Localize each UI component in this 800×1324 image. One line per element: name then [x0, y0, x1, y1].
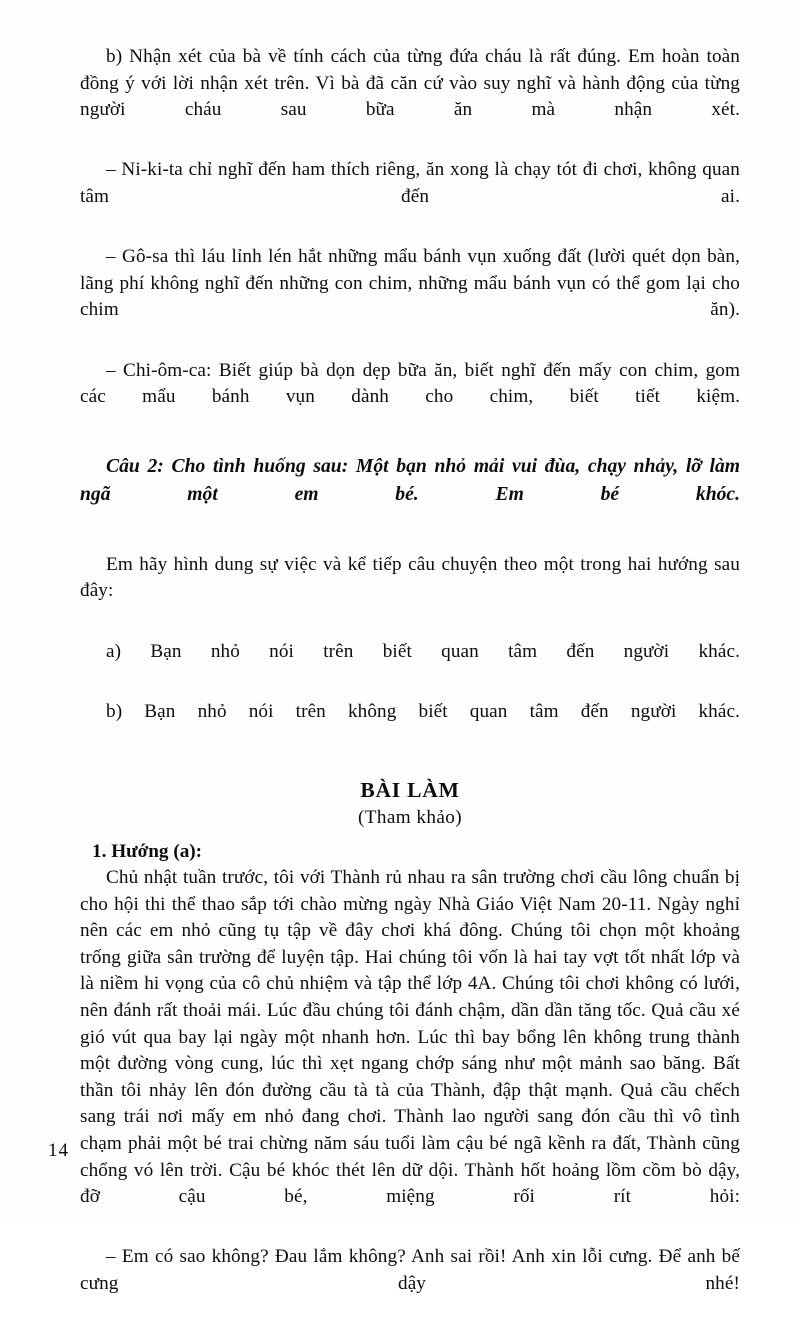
page-number: 14	[48, 1140, 69, 1161]
bullet-nikita: – Ni-ki-ta chỉ nghĩ đến ham thích riêng, ăn xong là chạy tót đi chơi, không quan tâm đến ai.	[80, 159, 740, 207]
option-a: a) Bạn nhỏ nói trên biết quan tâm đến người khác.	[106, 640, 740, 662]
spacer	[80, 1237, 740, 1244]
paragraph-instruction: Em hãy hình dung sự việc và kể tiếp câu chuyện theo một trong hai hướng sau đây:	[80, 553, 740, 602]
spacer	[80, 752, 740, 776]
bullet-gosa: – Gô-sa thì láu lỉnh lén hắt những mẩu bánh vụn xuống đất (lười quét dọn bàn, lãng phí không nghĩ đến những con chim, những mẩu bánh vụn có thể gom lại cho chim ăn).	[80, 246, 740, 321]
spacer	[80, 632, 740, 639]
spacer	[80, 351, 740, 358]
huong-a-heading: 1. Hướng (a):	[92, 840, 203, 862]
option-b: b) Bạn nhỏ nói trên không biết quan tâm đến người khác.	[106, 700, 740, 722]
spacer	[80, 437, 740, 453]
paragraph-essay: Chủ nhật tuần trước, tôi với Thành rủ nhau ra sân trường chơi cầu lông chuẩn bị cho hội thi thể thao sắp tới chào mừng ngày Nhà Giáo Việt Nam 20-11. Ngày nghỉ nên các em nhỏ cũng tụ tập về đây chơi khá đông. Chúng tôi chọn một khoảng trống giữa sân trường để luyện tập. Hai chúng tôi vốn là hai tay vợt tốt nhất lớp và là niềm hi vọng của cô chủ nhiệm và tập thể lớp 4A. Chúng tôi chơi không có lưới, nên đánh rất thoải mái. Lúc đầu chúng tôi đánh chậm, dần dần tăng tốc. Quả cầu xé gió vút qua bay lại ngày một nhanh hơn. Lúc thì bay bổng lên không trung thành một đường vòng cung, lúc thì xẹt ngang chớp sáng như một mảnh sao băng. Bất thần tôi nhảy lên đón đường cầu tà tà của Thành, đập thật mạnh. Quả cầu chếch sang trái nơi mấy em nhỏ đang chơi. Thành lao người sang đón cầu thì vô tình chạm phải một bé trai chừng năm sáu tuổi làm cậu bé ngã kềnh ra đất, Thành cũng chổng vó lên trời. Cậu bé khóc thét lên dữ dội. Thành hốt hoảng lồm cồm bò dậy, đỡ cậu bé, miệng rối rít hỏi:	[80, 866, 740, 1208]
bailam-subtitle: (Tham khảo)	[357, 806, 463, 828]
question-2-heading: Câu 2: Cho tình huống sau: Một bạn nhỏ mải vui đùa, chạy nhảy, lỡ làm ngã một em bé. Em bé khóc.	[80, 456, 740, 505]
spacer	[80, 237, 740, 244]
paragraph-dialogue: – Em có sao không? Đau lắm không? Anh sai rồi! Anh xin lỗi cưng. Để anh bế cưng dậy nhé!	[80, 1246, 740, 1294]
bailam-title: BÀI LÀM	[360, 777, 460, 802]
spacer	[80, 831, 740, 838]
spacer	[80, 150, 740, 157]
spacer	[80, 692, 740, 699]
paragraph-answer-b: b) Nhận xét của bà về tính cách của từng đứa cháu là rất đúng. Em hoàn toàn đồng ý với lời nhận xét trên. Vì bà đã căn cứ vào suy nghĩ và hành động của từng người cháu sau bữa ăn mà nhận xét.	[80, 46, 740, 121]
spacer	[80, 536, 740, 552]
bullet-chiomca: – Chi-ôm-ca: Biết giúp bà dọn dẹp bữa ăn, biết nghĩ đến mấy con chim, gom các mẩu bánh vụn dành cho chim, biết tiết kiệm.	[80, 359, 740, 408]
text-column	[80, 44, 740, 1324]
